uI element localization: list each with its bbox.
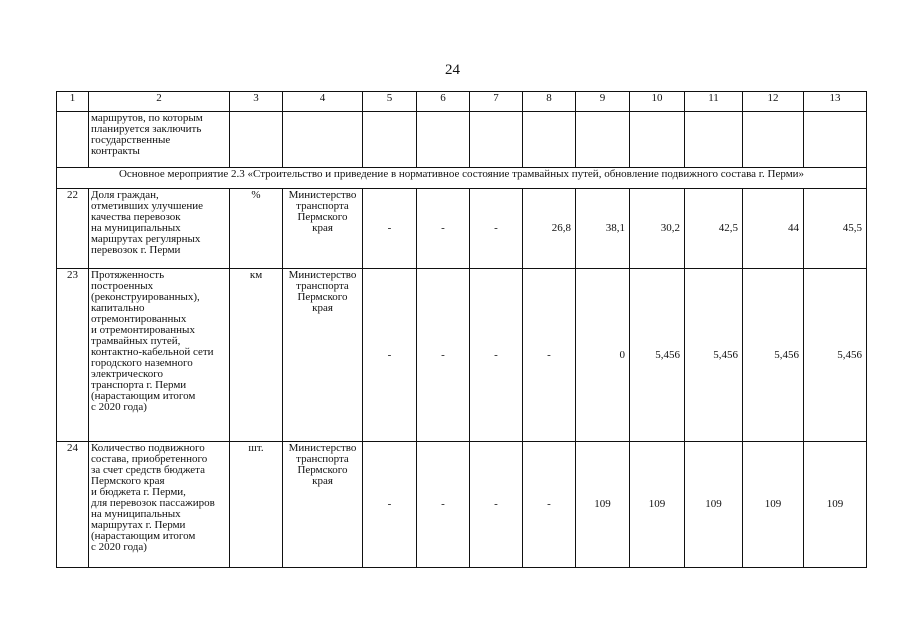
column-header: 12 (743, 92, 804, 112)
indicator-name: Доля граждан, отметивших улучшение качества перевозок на муниципальных маршрутах регулярных перевозок г. Перми (89, 189, 230, 269)
table-row (57, 269, 867, 442)
table-row (57, 442, 867, 568)
value-col6: - (417, 442, 470, 568)
column-header: 10 (630, 92, 685, 112)
value-col9: 0 (576, 269, 630, 442)
value-col13: 5,456 (804, 269, 867, 442)
value-col11: 5,456 (685, 269, 743, 442)
value-col11: 42,5 (685, 189, 743, 269)
value-col12: 5,456 (743, 269, 804, 442)
value-col7: - (470, 442, 523, 568)
column-header: 9 (576, 92, 630, 112)
indicator-name: Протяженность построенных (реконструированных), капитально отремонтированных и отремонтированных трамвайных путей, контактно-кабельной сети городского наземного электрического транспорта г. Перми (нарастающим итогом с 2020 года) (89, 269, 230, 442)
table-row (57, 189, 867, 269)
column-header: 1 (57, 92, 89, 112)
column-header: 5 (363, 92, 417, 112)
column-header: 11 (685, 92, 743, 112)
column-header: 7 (470, 92, 523, 112)
column-header: 2 (89, 92, 230, 112)
value-col5: - (363, 442, 417, 568)
value-col10: 5,456 (630, 269, 685, 442)
header-row (57, 92, 867, 112)
value-col6: - (417, 269, 470, 442)
value-col7: - (470, 189, 523, 269)
unit: шт. (230, 442, 283, 568)
value-col9: 38,1 (576, 189, 630, 269)
value-col8: - (523, 269, 576, 442)
executor: Министерство транспорта Пермского края (283, 442, 363, 568)
executor: Министерство транспорта Пермского края (283, 189, 363, 269)
unit: % (230, 189, 283, 269)
value-col11: 109 (685, 442, 743, 568)
value-col5: - (363, 269, 417, 442)
value-col10: 109 (630, 442, 685, 568)
value-col8: - (523, 442, 576, 568)
section-row (57, 168, 867, 189)
column-header: 3 (230, 92, 283, 112)
value-col8: 26,8 (523, 189, 576, 269)
page-number: 24 (445, 62, 460, 78)
continuation-row (57, 112, 867, 168)
column-header: 13 (804, 92, 867, 112)
continuation-text: маршрутов, по которым планируется заключить государственные контракты (89, 112, 230, 168)
value-col10: 30,2 (630, 189, 685, 269)
section-title: Основное мероприятие 2.3 «Строительство и приведение в нормативное состояние трамвайных путей, обновление подвижного состава г. Перми» (57, 168, 867, 189)
value-col5: - (363, 189, 417, 269)
value-col13: 45,5 (804, 189, 867, 269)
indicators-table (56, 91, 867, 568)
value-col6: - (417, 189, 470, 269)
unit: км (230, 269, 283, 442)
executor: Министерство транспорта Пермского края (283, 269, 363, 442)
value-col13: 109 (804, 442, 867, 568)
column-header: 4 (283, 92, 363, 112)
value-col12: 109 (743, 442, 804, 568)
value-col7: - (470, 269, 523, 442)
row-number: 24 (57, 442, 89, 568)
indicator-name: Количество подвижного состава, приобретенного за счет средств бюджета Пермского края и бюджета г. Перми, для перевозок пассажиров на муниципальных маршрутах г. Перми (нарастающим итогом с 2020 года) (89, 442, 230, 568)
row-number: 22 (57, 189, 89, 269)
column-header: 6 (417, 92, 470, 112)
column-header: 8 (523, 92, 576, 112)
value-col9: 109 (576, 442, 630, 568)
value-col12: 44 (743, 189, 804, 269)
row-number: 23 (57, 269, 89, 442)
